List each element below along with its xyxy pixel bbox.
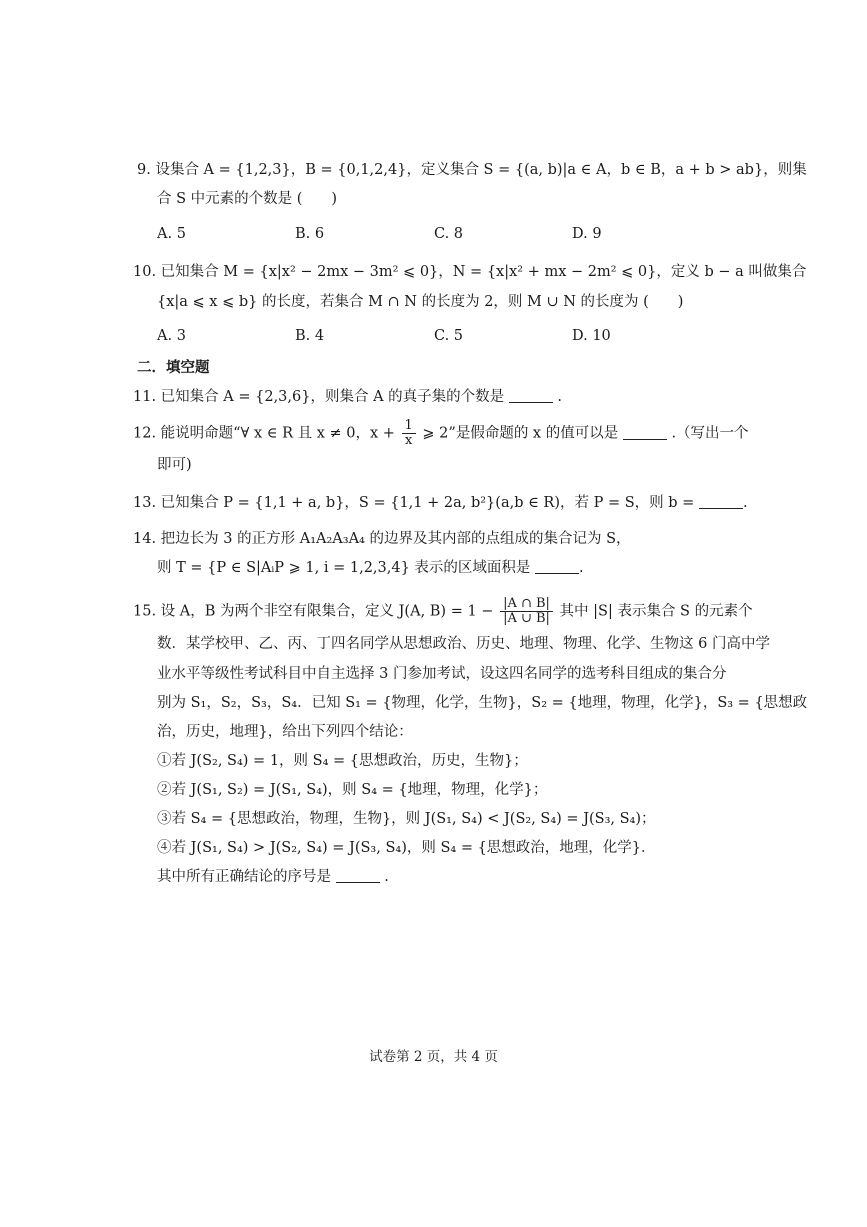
q9-option-c: C. 8 (434, 226, 464, 242)
q15-line3: 业水平等级性考试科目中自主选择 3 门参加考试，设这四名同学的选考科目组成的集合分 (157, 666, 727, 682)
q10-option-b: B. 4 (295, 328, 325, 344)
q9-option-b: B. 6 (295, 226, 325, 242)
q11-line (133, 387, 562, 407)
q15-conclusion-1: ①若 J(S₂, S₄) = 1，则 S₄ = {思想政治，历史，生物}； (157, 753, 528, 769)
q12-line2: 即可) (157, 457, 192, 473)
q15-text: 15. 设 A，B 为两个非空有限集合，定义 J(A, B) = 1 − (133, 603, 499, 620)
q14-tail: . (579, 560, 584, 576)
q14-line2 (157, 558, 584, 578)
q12-answer-blank[interactable] (623, 425, 667, 440)
section-title-fill-in: 二．填空题 (137, 359, 210, 376)
q14-answer-blank[interactable] (535, 559, 579, 574)
q15-conclusion-4: ④若 J(S₁, S₄) > J(S₂, S₄) = J(S₃, S₄)，则 S₄ = {思想政治，地理，化学}． (157, 840, 656, 856)
q13-tail: . (742, 495, 748, 511)
q15-line2: 数．某学校甲、乙、丙、丁四名同学从思想政治、历史、地理、物理、化学、生物这 6 门高中学 (157, 636, 770, 652)
q9-option-a: A. 5 (157, 226, 186, 242)
q12-line1 (133, 419, 749, 448)
q12-frac-den: x (405, 433, 413, 448)
q9-line2: 合 S 中元素的个数是 ( ) (157, 191, 338, 207)
q15-line4: 别为 S₁，S₂，S₃，S₄．已知 S₁ = {物理，化学，生物}，S₂ = {地理，物理，化学}，S₃ = {思想政 (157, 695, 808, 711)
q14-text: 则 T = {P ∈ S|AᵢP ⩾ 1, i = 1,2,3,4} 表示的区域面积是 (157, 560, 531, 576)
q12-fraction (402, 419, 416, 448)
q15-last-line (157, 867, 389, 887)
q15-text-last: 其中所有正确结论的序号是 (157, 869, 336, 885)
page-footer: 试卷第 2 页，共 4 页 (369, 1049, 498, 1065)
q11-text: 11. 已知集合 A = {2,3,6}，则集合 A 的真子集的个数是 (133, 389, 505, 405)
q15-line5: 治，历史，地理}，给出下列四个结论： (157, 724, 413, 740)
q9-option-d: D. 9 (572, 226, 602, 242)
q15-conclusion-3: ③若 S₄ = {思想政治，物理，生物}，则 J(S₁, S₄) < J(S₂, S₄) = J(S₃, S₄)； (157, 811, 656, 827)
q13-answer-blank[interactable] (699, 494, 743, 509)
q10-line2: {x|a ⩽ x ⩽ b} 的长度，若集合 M ∩ N 的长度为 2，则 M ∪ N 的长度为 ( ) (157, 294, 684, 310)
q14-line1: 14. 把边长为 3 的正方形 A₁A₂A₃A₄ 的边界及其内部的点组成的集合记为 S， (133, 531, 631, 547)
q12-tail: .（写出一个 (671, 425, 749, 442)
q11-answer-blank[interactable] (509, 388, 553, 403)
q15-frac-num: |A ∩ B| (500, 597, 553, 612)
q12-text-mid: ⩾ 2”是假命题的 x 的值可以是 (417, 425, 619, 442)
q13-text: 13. 已知集合 P = {1,1 + a, b}，S = {1,1 + 2a, b²}(a,b ∈ R)，若 P = S，则 b = (133, 495, 695, 511)
q15-tail: . (379, 869, 389, 885)
q13-line (133, 493, 748, 513)
q10-option-d: D. 10 (572, 328, 611, 344)
q15-conclusion-2: ②若 J(S₁, S₂) = J(S₁, S₄)，则 S₄ = {地理，物理，化学}； (157, 782, 548, 798)
q15-line1 (133, 597, 753, 626)
q15-answer-blank[interactable] (336, 868, 380, 883)
q15-text-post: 其中 |S| 表示集合 S 的元素个 (554, 603, 753, 620)
q12-text: 12. 能说明命题“∀ x ∈ R 且 x ≠ 0，x + (133, 425, 400, 442)
q10-line1: 10. 已知集合 M = {x|x² − 2mx − 3m² ⩽ 0}，N = {x|x² + mx − 2m² ⩽ 0}，定义 b − a 叫做集合 (133, 264, 807, 280)
q10-option-c: C. 5 (434, 328, 464, 344)
q9-line1: 9. 设集合 A = {1,2,3}，B = {0,1,2,4}，定义集合 S = {(a, b)|a ∈ A，b ∈ B，a + b > ab}，则集 (137, 162, 807, 178)
q15-fraction (500, 597, 553, 626)
q15-frac-den: |A ∪ B| (503, 611, 550, 626)
q11-tail: . (557, 389, 562, 405)
q12-frac-num: 1 (402, 419, 416, 434)
q10-option-a: A. 3 (157, 328, 186, 344)
